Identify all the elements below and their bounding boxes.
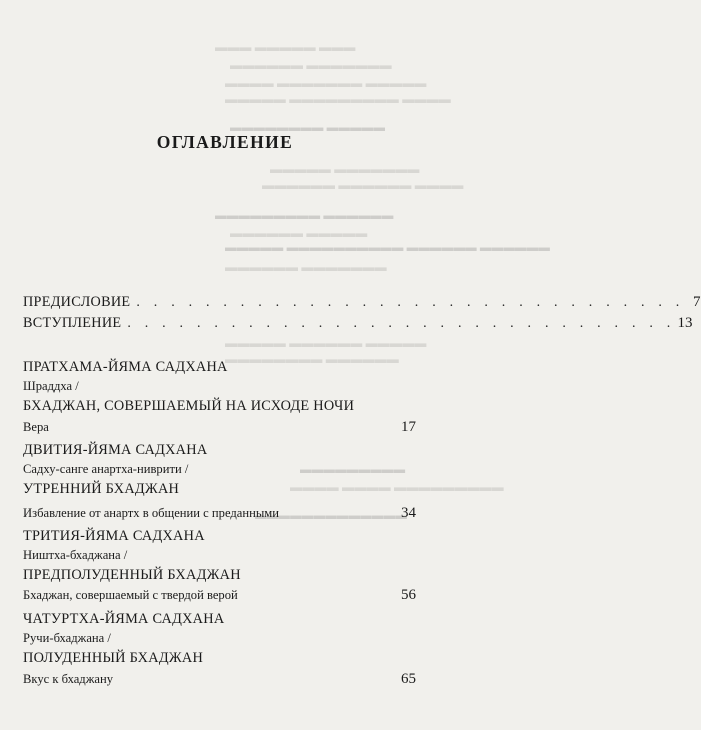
section-title: ТРИТИЯ-ЙЯМА САДХАНА (23, 528, 205, 544)
bhajan-title: УТРЕННИЙ БХАДЖАН (23, 481, 180, 497)
toc-section-2[interactable] (23, 440, 416, 523)
toc-entry-introduction[interactable] (23, 315, 693, 336)
section-title: ДВИТИЯ-ЙЯМА САДХАНА (23, 442, 208, 458)
section-title: ПРАТХАМА-ЙЯМА САДХАНА (23, 359, 228, 375)
toc-section-1[interactable] (23, 357, 416, 437)
toc-entry-page: 7 (693, 294, 701, 310)
front-matter-list (23, 294, 701, 336)
page-title: ОГЛАВЛЕНИЕ (156, 132, 294, 152)
section-subtitle: Шраддха / (23, 379, 79, 393)
section-subtitle: Ручи-бхаджана / (23, 631, 111, 645)
section-description: Вкус к бхаджану (23, 672, 114, 686)
section-description: Избавление от анартх в общении с преданными (23, 506, 280, 520)
section-subtitle: Ништха-бхаджана / (23, 548, 128, 562)
toc-entry-preface[interactable] (23, 294, 701, 315)
section-page: 56 (401, 587, 416, 603)
section-description: Бхаджан, совершаемый с твердой верой (23, 588, 238, 602)
toc-section-3[interactable] (23, 526, 416, 605)
toc-section-4[interactable] (23, 609, 416, 689)
bhajan-title: БХАДЖАН, СОВЕРШАЕМЫЙ НА ИСХОДЕ НОЧИ (23, 398, 355, 414)
bhajan-title: ПРЕДПОЛУДЕННЫЙ БХАДЖАН (23, 567, 241, 583)
section-subtitle: Садху-санге анартха-ниврити / (23, 462, 189, 476)
toc-entry-page: 13 (677, 315, 693, 331)
section-page: 17 (401, 419, 416, 435)
section-description: Вера (23, 420, 49, 434)
bhajan-title: ПОЛУДЕННЫЙ БХАДЖАН (23, 650, 204, 666)
toc-entry-title: ВСТУПЛЕНИЕ (23, 315, 122, 331)
dot-leader: . . . . . . . . . . . . . . . . . . . . . . . . . . . . . . . . (127, 316, 676, 331)
dot-leader: . . . . . . . . . . . . . . . . . . . . . . . . . . . . . . . . (136, 295, 685, 310)
toc-entry-title: ПРЕДИСЛОВИЕ (23, 294, 131, 310)
section-title: ЧАТУРТХА-ЙЯМА САДХАНА (23, 611, 225, 627)
section-page: 34 (401, 505, 416, 521)
section-page: 65 (401, 671, 416, 687)
